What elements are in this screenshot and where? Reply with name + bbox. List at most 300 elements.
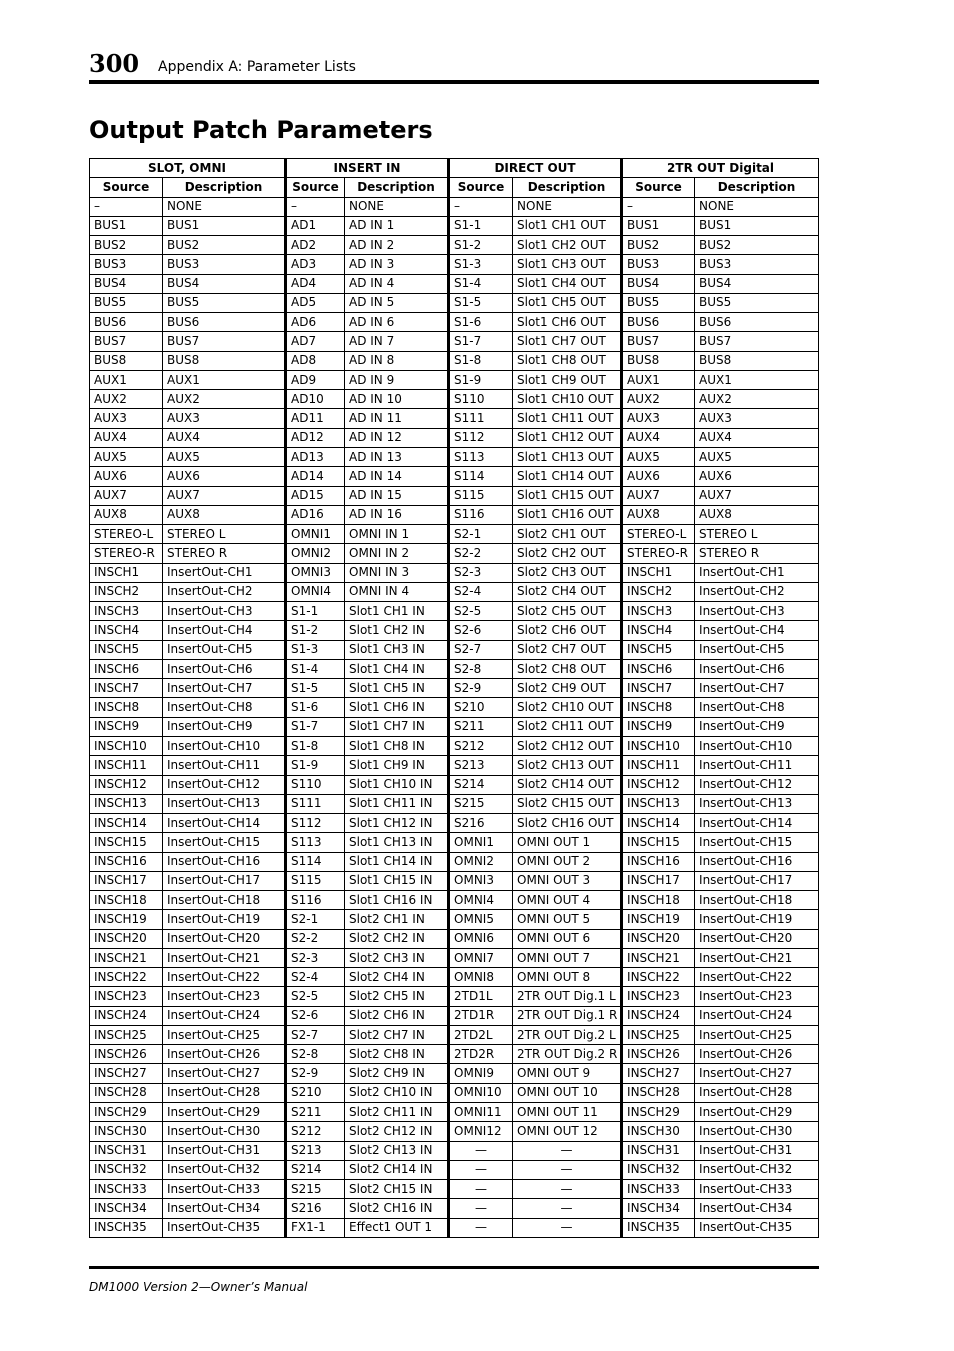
source-cell: INSCH1 (622, 563, 695, 582)
table-row (90, 544, 819, 563)
source-cell: S1-6 (449, 313, 513, 332)
description-cell: BUS1 (695, 216, 819, 235)
description-cell: InsertOut-CH19 (163, 910, 286, 929)
description-cell: InsertOut-CH13 (695, 794, 819, 813)
description-cell: Slot2 CH14 OUT (513, 775, 622, 794)
description-cell: AUX2 (163, 390, 286, 409)
source-cell: BUS1 (90, 216, 163, 235)
source-cell: S114 (449, 467, 513, 486)
description-cell: Slot2 CH6 OUT (513, 621, 622, 640)
source-cell: AUX3 (90, 409, 163, 428)
source-cell: INSCH30 (90, 1122, 163, 1141)
description-cell: Slot1 CH13 IN (345, 833, 449, 852)
source-cell: INSCH12 (90, 775, 163, 794)
description-cell: Slot1 CH11 IN (345, 794, 449, 813)
description-cell: Slot2 CH8 IN (345, 1045, 449, 1064)
column-header: Description (695, 178, 819, 197)
source-cell: – (90, 197, 163, 216)
description-cell: Slot1 CH12 IN (345, 814, 449, 833)
source-cell: AUX4 (90, 428, 163, 447)
source-cell: S1-2 (449, 236, 513, 255)
source-cell: — (449, 1160, 513, 1179)
description-cell: Slot1 CH1 OUT (513, 216, 622, 235)
source-cell: INSCH16 (90, 852, 163, 871)
source-cell: BUS3 (90, 255, 163, 274)
description-cell: Slot1 CH6 IN (345, 698, 449, 717)
description-cell: OMNI OUT 12 (513, 1122, 622, 1141)
description-cell: InsertOut-CH30 (163, 1122, 286, 1141)
description-cell: BUS2 (163, 236, 286, 255)
source-cell: INSCH4 (622, 621, 695, 640)
description-cell: AD IN 16 (345, 505, 449, 524)
source-cell: STEREO-L (622, 525, 695, 544)
source-cell: INSCH7 (622, 679, 695, 698)
source-cell: AUX8 (90, 505, 163, 524)
description-cell: Slot2 CH9 IN (345, 1064, 449, 1083)
source-cell: — (449, 1180, 513, 1199)
description-cell: Slot2 CH15 IN (345, 1180, 449, 1199)
description-cell: InsertOut-CH1 (695, 563, 819, 582)
table-row (90, 621, 819, 640)
description-cell: AD IN 8 (345, 351, 449, 370)
table-row (90, 640, 819, 659)
source-cell: S2-5 (286, 987, 345, 1006)
source-cell: OMNI6 (449, 929, 513, 948)
source-cell: AUX7 (622, 486, 695, 505)
description-cell: Slot2 CH13 OUT (513, 756, 622, 775)
source-cell: INSCH13 (622, 794, 695, 813)
description-cell: STEREO R (163, 544, 286, 563)
source-cell: AUX3 (622, 409, 695, 428)
description-cell: STEREO L (695, 525, 819, 544)
source-cell: AD14 (286, 467, 345, 486)
source-cell: INSCH14 (622, 814, 695, 833)
description-cell: Slot1 CH11 OUT (513, 409, 622, 428)
source-cell: AD16 (286, 505, 345, 524)
source-cell: S2-2 (449, 544, 513, 563)
table-row (90, 428, 819, 447)
source-cell: BUS6 (90, 313, 163, 332)
table-row (90, 370, 819, 389)
description-cell: Slot2 CH1 IN (345, 910, 449, 929)
description-cell: InsertOut-CH27 (695, 1064, 819, 1083)
table-row (90, 1218, 819, 1237)
description-cell: Slot1 CH9 IN (345, 756, 449, 775)
description-cell: Slot1 CH13 OUT (513, 447, 622, 466)
source-cell: AD11 (286, 409, 345, 428)
source-cell: S1-2 (286, 621, 345, 640)
source-cell: S2-8 (449, 659, 513, 678)
table-row (90, 1160, 819, 1179)
description-cell: AUX8 (695, 505, 819, 524)
column-header-row (90, 178, 819, 197)
description-cell: Slot2 CH16 IN (345, 1199, 449, 1218)
table-row (90, 1083, 819, 1102)
source-cell: — (449, 1141, 513, 1160)
source-cell: INSCH24 (622, 1006, 695, 1025)
source-cell: INSCH27 (90, 1064, 163, 1083)
source-cell: BUS2 (90, 236, 163, 255)
description-cell: Slot1 CH5 IN (345, 679, 449, 698)
source-cell: AD15 (286, 486, 345, 505)
source-cell: OMNI11 (449, 1103, 513, 1122)
source-cell: AD3 (286, 255, 345, 274)
source-cell: INSCH8 (90, 698, 163, 717)
description-cell: Slot2 CH4 OUT (513, 582, 622, 601)
source-cell: AUX8 (622, 505, 695, 524)
column-header: Source (449, 178, 513, 197)
description-cell: InsertOut-CH28 (163, 1083, 286, 1102)
source-cell: S211 (449, 717, 513, 736)
description-cell: InsertOut-CH33 (163, 1180, 286, 1199)
source-cell: S2-4 (286, 968, 345, 987)
description-cell: Slot2 CH3 OUT (513, 563, 622, 582)
table-row (90, 775, 819, 794)
source-cell: OMNI2 (286, 544, 345, 563)
table-row (90, 659, 819, 678)
table-row (90, 1180, 819, 1199)
description-cell: InsertOut-CH20 (163, 929, 286, 948)
source-cell: INSCH9 (90, 717, 163, 736)
source-cell: OMNI2 (449, 852, 513, 871)
description-cell: 2TR OUT Dig.2 L (513, 1025, 622, 1044)
column-header: Source (622, 178, 695, 197)
table-row (90, 525, 819, 544)
description-cell: Slot1 CH8 OUT (513, 351, 622, 370)
source-cell: INSCH20 (90, 929, 163, 948)
source-cell: INSCH31 (622, 1141, 695, 1160)
description-cell: NONE (163, 197, 286, 216)
table-row (90, 505, 819, 524)
source-cell: INSCH6 (622, 659, 695, 678)
description-cell: InsertOut-CH8 (695, 698, 819, 717)
description-cell: InsertOut-CH34 (163, 1199, 286, 1218)
description-cell: Slot1 CH8 IN (345, 736, 449, 755)
description-cell: InsertOut-CH19 (695, 910, 819, 929)
source-cell: S1-9 (286, 756, 345, 775)
table-row (90, 717, 819, 736)
footer-text: DM1000 Version 2—Owner’s Manual (89, 1280, 308, 1294)
table-row (90, 313, 819, 332)
description-cell: BUS1 (163, 216, 286, 235)
description-cell: AUX6 (695, 467, 819, 486)
source-cell: INSCH1 (90, 563, 163, 582)
source-cell: S113 (449, 447, 513, 466)
table-row (90, 602, 819, 621)
source-cell: AD7 (286, 332, 345, 351)
source-cell: INSCH3 (622, 602, 695, 621)
description-cell: OMNI OUT 7 (513, 948, 622, 967)
description-cell: AUX3 (695, 409, 819, 428)
description-cell: Slot2 CH12 OUT (513, 736, 622, 755)
source-cell: S2-6 (286, 1006, 345, 1025)
description-cell: AD IN 7 (345, 332, 449, 351)
source-cell: INSCH10 (622, 736, 695, 755)
description-cell: NONE (513, 197, 622, 216)
source-cell: INSCH25 (622, 1025, 695, 1044)
description-cell: InsertOut-CH23 (695, 987, 819, 1006)
description-cell: InsertOut-CH9 (695, 717, 819, 736)
source-cell: AUX5 (622, 447, 695, 466)
description-cell: OMNI IN 1 (345, 525, 449, 544)
description-cell: Slot2 CH5 IN (345, 987, 449, 1006)
source-cell: OMNI12 (449, 1122, 513, 1141)
table-row (90, 987, 819, 1006)
description-cell: InsertOut-CH24 (695, 1006, 819, 1025)
source-cell: S213 (449, 756, 513, 775)
source-cell: BUS7 (90, 332, 163, 351)
description-cell: AUX5 (695, 447, 819, 466)
source-cell: 2TD2L (449, 1025, 513, 1044)
description-cell: InsertOut-CH7 (163, 679, 286, 698)
source-cell: AD12 (286, 428, 345, 447)
source-cell: OMNI9 (449, 1064, 513, 1083)
source-cell: S210 (449, 698, 513, 717)
source-cell: INSCH2 (90, 582, 163, 601)
description-cell: OMNI OUT 6 (513, 929, 622, 948)
source-cell: AD1 (286, 216, 345, 235)
source-cell: S111 (286, 794, 345, 813)
source-cell: 2TD1R (449, 1006, 513, 1025)
source-cell: INSCH28 (622, 1083, 695, 1102)
footer-rule (89, 1266, 819, 1269)
source-cell: INSCH29 (90, 1103, 163, 1122)
description-cell: AD IN 2 (345, 236, 449, 255)
source-cell: S1-1 (449, 216, 513, 235)
description-cell: InsertOut-CH11 (695, 756, 819, 775)
source-cell: S1-5 (286, 679, 345, 698)
description-cell: Slot1 CH14 IN (345, 852, 449, 871)
description-cell: AUX3 (163, 409, 286, 428)
description-cell: InsertOut-CH32 (695, 1160, 819, 1179)
description-cell: InsertOut-CH2 (163, 582, 286, 601)
table-row (90, 582, 819, 601)
description-cell: Slot2 CH10 OUT (513, 698, 622, 717)
description-cell: InsertOut-CH5 (163, 640, 286, 659)
description-cell: InsertOut-CH30 (695, 1122, 819, 1141)
description-cell: AUX7 (163, 486, 286, 505)
table-row (90, 216, 819, 235)
source-cell: INSCH5 (90, 640, 163, 659)
description-cell: Slot1 CH7 OUT (513, 332, 622, 351)
description-cell: AUX1 (163, 370, 286, 389)
table-row (90, 852, 819, 871)
description-cell: — (513, 1218, 622, 1237)
source-cell: AUX5 (90, 447, 163, 466)
source-cell: INSCH23 (622, 987, 695, 1006)
source-cell: S116 (286, 891, 345, 910)
description-cell: InsertOut-CH16 (163, 852, 286, 871)
source-cell: INSCH32 (90, 1160, 163, 1179)
description-cell: AUX4 (163, 428, 286, 447)
table-row (90, 794, 819, 813)
description-cell: AUX2 (695, 390, 819, 409)
description-cell: Slot2 CH11 OUT (513, 717, 622, 736)
source-cell: – (449, 197, 513, 216)
source-cell: – (286, 197, 345, 216)
description-cell: InsertOut-CH18 (695, 891, 819, 910)
table-body (90, 197, 819, 1237)
source-cell: AD2 (286, 236, 345, 255)
description-cell: InsertOut-CH26 (695, 1045, 819, 1064)
table-row (90, 698, 819, 717)
table-row (90, 486, 819, 505)
description-cell: InsertOut-CH35 (163, 1218, 286, 1237)
source-cell: S1-1 (286, 602, 345, 621)
source-cell: STEREO-R (90, 544, 163, 563)
description-cell: InsertOut-CH34 (695, 1199, 819, 1218)
source-cell: INSCH35 (622, 1218, 695, 1237)
source-cell: OMNI5 (449, 910, 513, 929)
source-cell: – (622, 197, 695, 216)
table-row (90, 332, 819, 351)
table-row (90, 1103, 819, 1122)
source-cell: S2-7 (449, 640, 513, 659)
source-cell: S1-8 (286, 736, 345, 755)
description-cell: InsertOut-CH15 (163, 833, 286, 852)
description-cell: Slot2 CH9 OUT (513, 679, 622, 698)
description-cell: Slot2 CH4 IN (345, 968, 449, 987)
source-cell: S110 (286, 775, 345, 794)
description-cell: Slot1 CH6 OUT (513, 313, 622, 332)
source-cell: AUX1 (622, 370, 695, 389)
description-cell: OMNI OUT 9 (513, 1064, 622, 1083)
header-rule (89, 80, 819, 84)
description-cell: NONE (345, 197, 449, 216)
table-row (90, 871, 819, 890)
source-cell: INSCH28 (90, 1083, 163, 1102)
source-cell: INSCH3 (90, 602, 163, 621)
description-cell: InsertOut-CH12 (695, 775, 819, 794)
source-cell: S2-2 (286, 929, 345, 948)
source-cell: INSCH30 (622, 1122, 695, 1141)
description-cell: Slot1 CH3 IN (345, 640, 449, 659)
source-cell: BUS8 (622, 351, 695, 370)
source-cell: AUX1 (90, 370, 163, 389)
source-cell: S1-7 (449, 332, 513, 351)
source-cell: INSCH34 (622, 1199, 695, 1218)
description-cell: InsertOut-CH13 (163, 794, 286, 813)
description-cell: InsertOut-CH23 (163, 987, 286, 1006)
source-cell: AUX2 (622, 390, 695, 409)
description-cell: OMNI OUT 11 (513, 1103, 622, 1122)
description-cell: InsertOut-CH12 (163, 775, 286, 794)
source-cell: BUS3 (622, 255, 695, 274)
source-cell: STEREO-L (90, 525, 163, 544)
source-cell: BUS2 (622, 236, 695, 255)
source-cell: S216 (449, 814, 513, 833)
description-cell: BUS4 (695, 274, 819, 293)
source-cell: INSCH13 (90, 794, 163, 813)
description-cell: Slot1 CH16 OUT (513, 505, 622, 524)
table-row (90, 736, 819, 755)
description-cell: OMNI OUT 3 (513, 871, 622, 890)
group-header-row (90, 159, 819, 178)
description-cell: — (513, 1141, 622, 1160)
column-header: Source (90, 178, 163, 197)
description-cell: InsertOut-CH21 (695, 948, 819, 967)
table-row (90, 1006, 819, 1025)
table-row (90, 1025, 819, 1044)
description-cell: InsertOut-CH10 (163, 736, 286, 755)
source-cell: INSCH16 (622, 852, 695, 871)
source-cell: S1-7 (286, 717, 345, 736)
description-cell: AD IN 5 (345, 293, 449, 312)
description-cell: InsertOut-CH7 (695, 679, 819, 698)
description-cell: 2TR OUT Dig.1 L (513, 987, 622, 1006)
description-cell: InsertOut-CH33 (695, 1180, 819, 1199)
description-cell: Slot1 CH10 IN (345, 775, 449, 794)
source-cell: — (449, 1218, 513, 1237)
source-cell: INSCH35 (90, 1218, 163, 1237)
description-cell: AD IN 3 (345, 255, 449, 274)
source-cell: AUX6 (622, 467, 695, 486)
description-cell: AD IN 10 (345, 390, 449, 409)
source-cell: AD5 (286, 293, 345, 312)
source-cell: S213 (286, 1141, 345, 1160)
table-row (90, 197, 819, 216)
table-row (90, 814, 819, 833)
description-cell: InsertOut-CH24 (163, 1006, 286, 1025)
description-cell: Slot2 CH13 IN (345, 1141, 449, 1160)
source-cell: S1-4 (286, 659, 345, 678)
description-cell: BUS8 (695, 351, 819, 370)
description-cell: InsertOut-CH27 (163, 1064, 286, 1083)
description-cell: InsertOut-CH9 (163, 717, 286, 736)
description-cell: Slot2 CH1 OUT (513, 525, 622, 544)
description-cell: Slot1 CH10 OUT (513, 390, 622, 409)
table-row (90, 255, 819, 274)
source-cell: AD10 (286, 390, 345, 409)
source-cell: INSCH24 (90, 1006, 163, 1025)
description-cell: Slot2 CH15 OUT (513, 794, 622, 813)
description-cell: OMNI OUT 10 (513, 1083, 622, 1102)
source-cell: S2-3 (449, 563, 513, 582)
description-cell: Slot1 CH5 OUT (513, 293, 622, 312)
description-cell: InsertOut-CH29 (695, 1103, 819, 1122)
source-cell: S2-4 (449, 582, 513, 601)
table-row (90, 467, 819, 486)
source-cell: BUS6 (622, 313, 695, 332)
source-cell: INSCH10 (90, 736, 163, 755)
table-row (90, 1199, 819, 1218)
description-cell: Slot1 CH9 OUT (513, 370, 622, 389)
description-cell: InsertOut-CH5 (695, 640, 819, 659)
description-cell: BUS3 (163, 255, 286, 274)
description-cell: BUS6 (695, 313, 819, 332)
source-cell: S214 (286, 1160, 345, 1179)
description-cell: Slot2 CH7 IN (345, 1025, 449, 1044)
source-cell: INSCH34 (90, 1199, 163, 1218)
source-cell: OMNI4 (449, 891, 513, 910)
source-cell: BUS5 (90, 293, 163, 312)
source-cell: S114 (286, 852, 345, 871)
source-cell: OMNI3 (449, 871, 513, 890)
source-cell: INSCH15 (622, 833, 695, 852)
source-cell: S2-3 (286, 948, 345, 967)
source-cell: 2TD1L (449, 987, 513, 1006)
description-cell: InsertOut-CH1 (163, 563, 286, 582)
source-cell: AD6 (286, 313, 345, 332)
source-cell: INSCH9 (622, 717, 695, 736)
description-cell: OMNI OUT 5 (513, 910, 622, 929)
table-row (90, 948, 819, 967)
source-cell: S2-8 (286, 1045, 345, 1064)
table-row (90, 409, 819, 428)
description-cell: InsertOut-CH3 (695, 602, 819, 621)
description-cell: InsertOut-CH22 (163, 968, 286, 987)
description-cell: Slot2 CH6 IN (345, 1006, 449, 1025)
